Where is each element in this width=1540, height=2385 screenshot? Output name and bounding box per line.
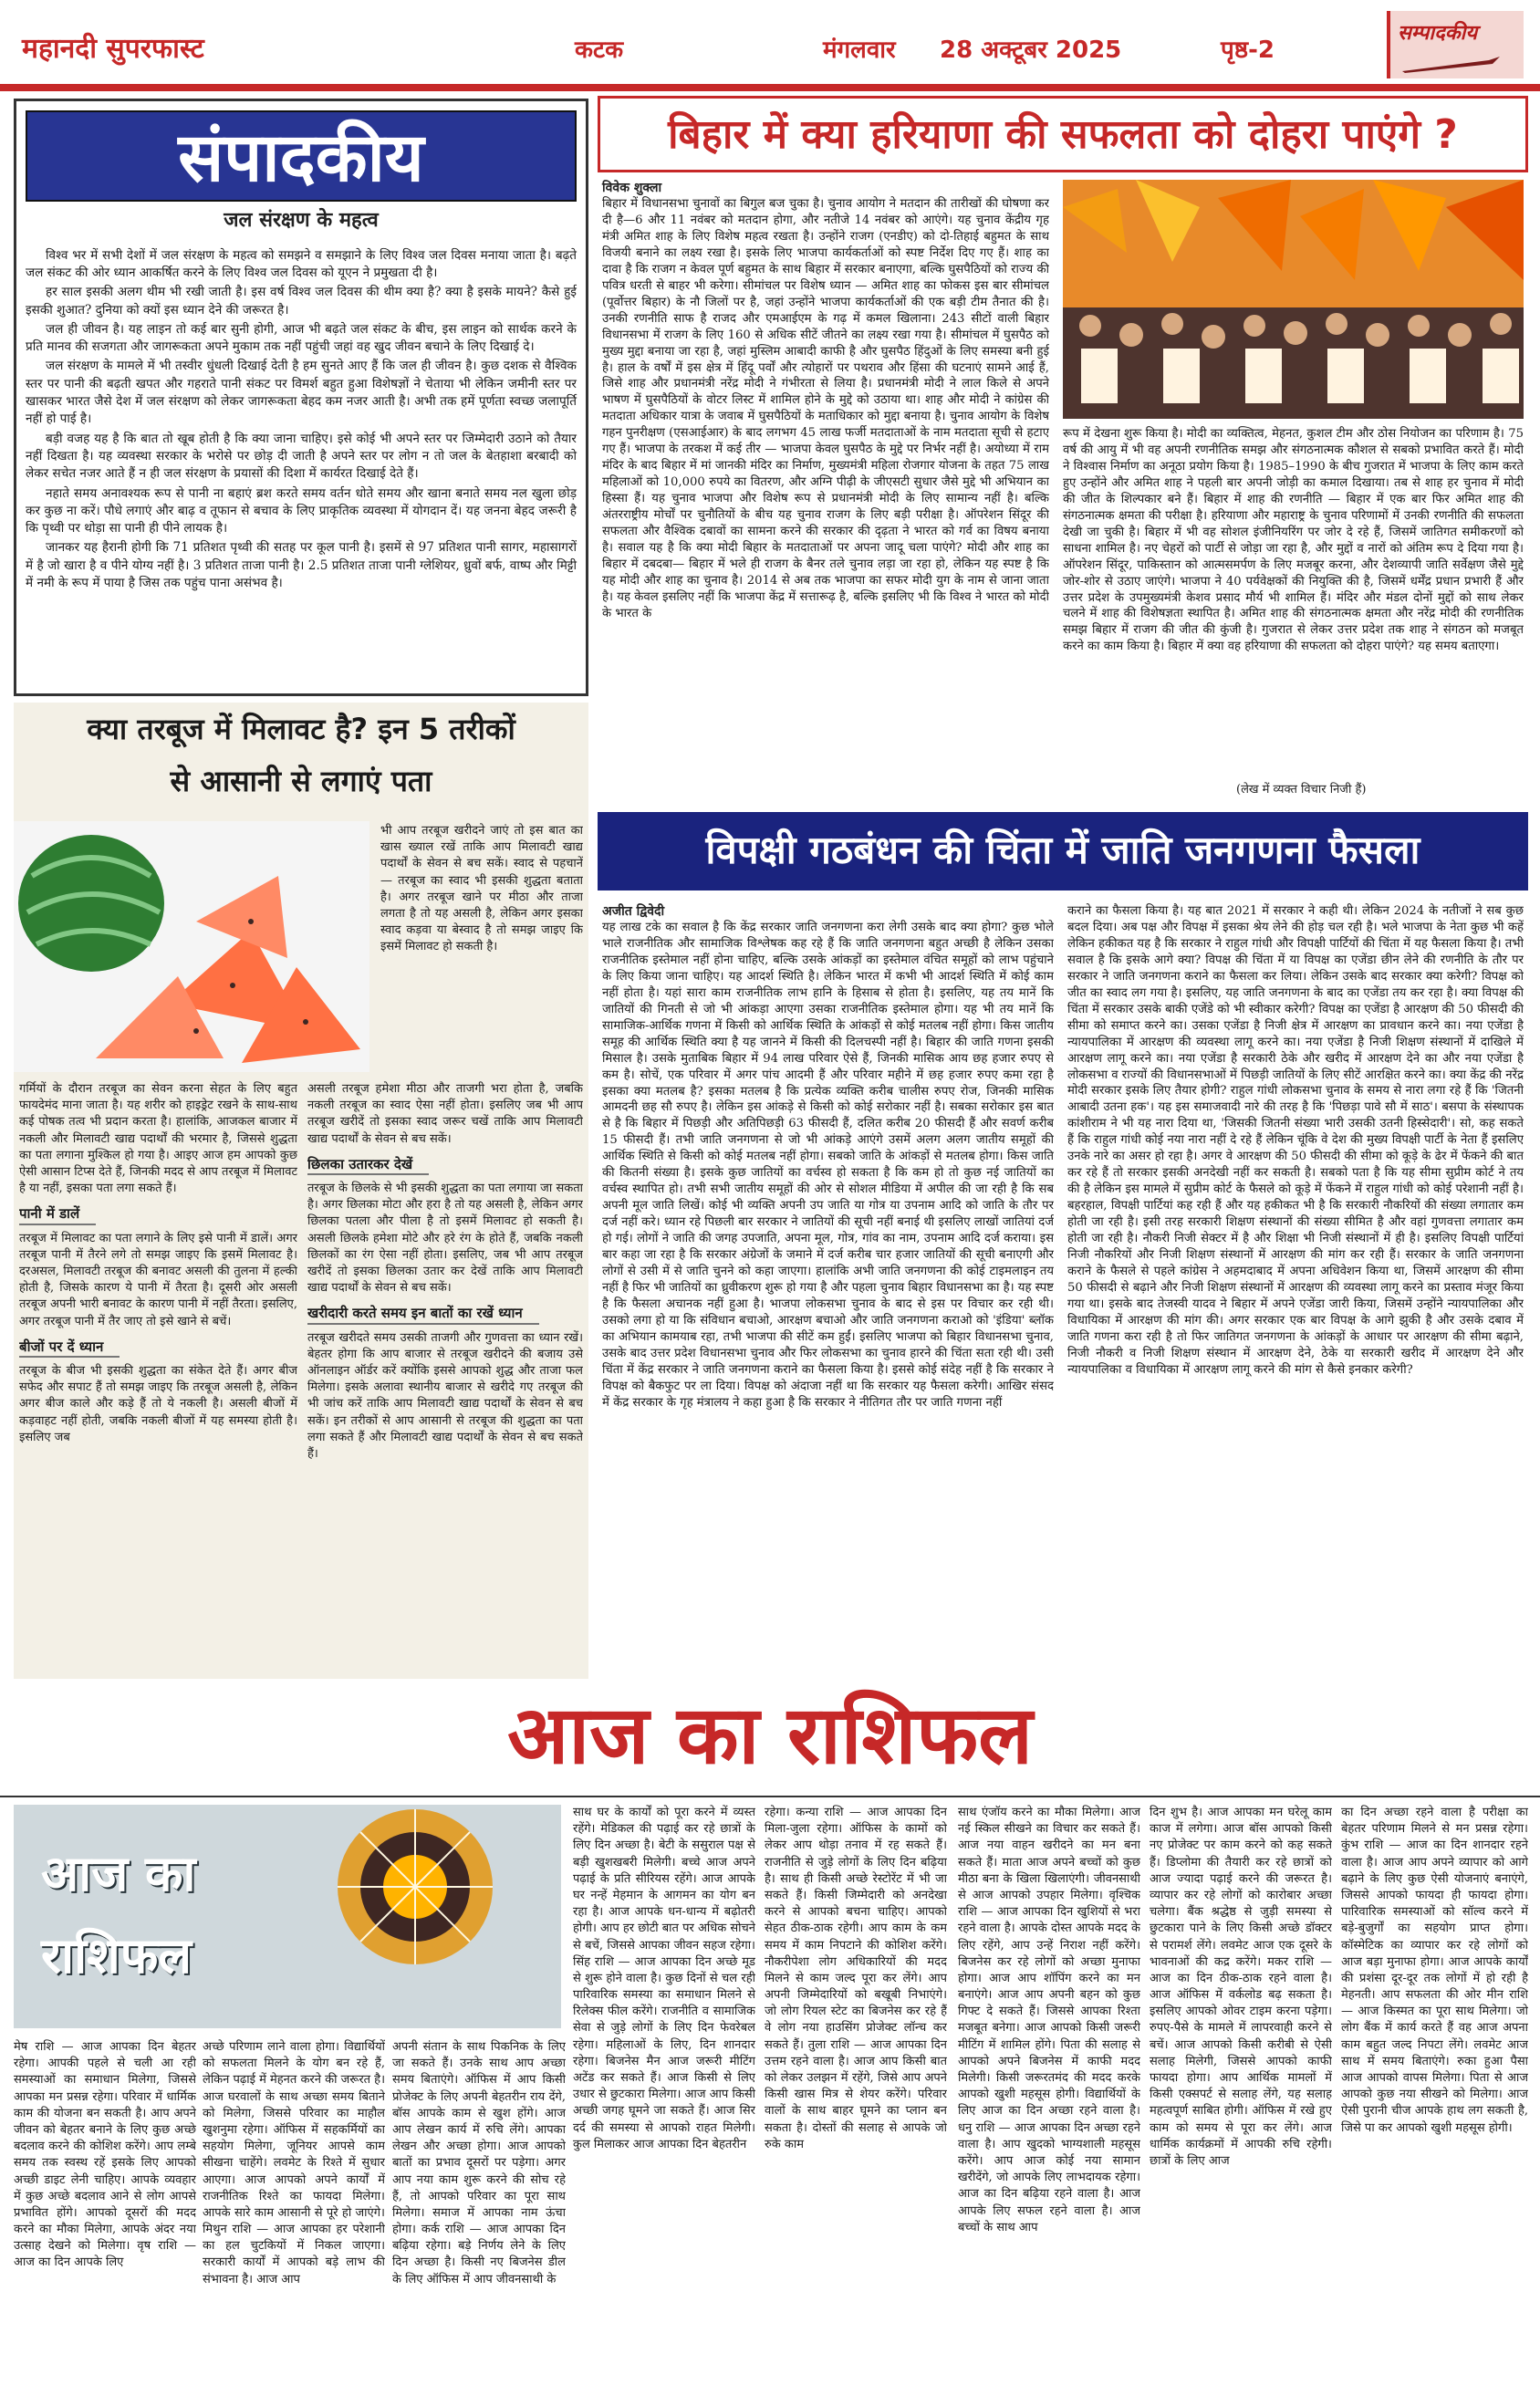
header-date: 28 अक्टूबर 2025 [940,36,1122,64]
rally-crowd-photo [1063,180,1524,419]
rashifal-column-5: रहेगा। कन्या राशि — आज आपका दिन मिला-जुला रहेगा। ऑफिस के कामों को लेकर आप थोड़ा तनाव में रह सकते हैं। राजनीति से जुड़े लोगों के लिए दिन बढ़िया है। साथ ही किसी अच्छे रेस्टोरेंट में भी जा सकते हैं। किसी जिम्मेदारी को अनदेखा करने से आपको बचना चाहिए। आपको सेहत ठीक-ठाक रहेगी। आप काम के कम समय में काम निपटाने की कोशिश करेंगे। नौकरीपेशा लोग अधिकारियों की मदद मिलने से काम जल्द पूरा कर लेंगे। आप अपनी जिम्मेदारियों को बखूबी निभाएंगे। जो लोग रियल स्टेट का बिजनेस कर रहे हैं वे लोग नया हाउसिंग प्रोजेक्ट लॉन्च कर सकते हैं। तुला राशि — आज आपका दिन उत्तम रहने वाला है। आज आप किसी बात को लेकर उलझन में रहेंगे, जिसे आप अपने किसी खास मित्र से शेयर करेंगे। परिवार वालों के साथ बाहर घूमने का प्लान बन सकता है। दोस्तों की सलाह से आपके जो रुके काम [765,1806,947,2151]
header-paper-name: महानदी सुपरफास्ट [22,33,204,65]
bihar-byline: विवेक शुक्ला [602,181,662,195]
editorial-paragraph: जानकर यह हैरानी होगी कि 71 प्रतिशत पृथ्वी की सतह पर कूल पानी है। इसमें से 97 प्रतिशत पानी सागर, महासागरों में है जो खारा है व पीने योग्य नहीं है। 3 प्रतिशत ताजा पानी है। 2.5 प्रतिशत ताजा पानी ग्लेशियर, ध्रुवों बर्फ, वाष्प और मिट्टी में नमी के रूप में पाया है जिस तक पहुंच पाना असंभव है। [26,540,577,591]
watermelon-mid-text: असली तरबूज हमेशा मीठा और ताजगी भरा होता है, जबकि नकली तरबूज का स्वाद ऐसा नहीं होता। इसलिए जब भी आप तरबूज खरीदें तो इसका स्वाद जरूर चखें ताकि आप मिलावटी खाद्य पदार्थों के सेवन से बच सकें। [307,1082,583,1146]
watermelon-photo [14,821,369,1072]
caste-article [598,812,1528,1679]
watermelon-buy-text: तरबूज खरीदते समय उसकी ताजगी और गुणवत्ता का ध्यान रखें। बेहतर होगा कि आप बाजार से तरबूज खरीदने की बजाय उसे ऑनलाइन ऑर्डर करें क्योंकि इससे आपको शुद्ध और ताजा फल मिलेगा। इसके अलावा स्थानीय बाजार से खरीदे गए तरबूज की भी जांच करें ताकि आप मिलावटी खाद्य पदार्थों के सेवन से बच सकें। इन तरीकों से आप आसानी से तरबूज की शुद्धता का पता लगा सकते हैं और मिलावटी खाद्य पदार्थों के सेवन से बच सकते हैं। [307,1330,583,1461]
rashifal-banner-line2: राशिफल [41,1927,192,1984]
caste-column-2: कराने का फैसला किया है। यह बात 2021 में सरकार ने कही थी। लेकिन 2024 के नतीजों ने सब कुछ बदल दिया। अब पक्ष और विपक्ष में इसका श्रेय लेने की होड़ चल रही है। भले भाजपा के नेता कुछ भी कहें लेकिन हकीकत यह है कि सरकार ने राहुल गांधी और विपक्षी पार्टियों की चिंता में यह फैसला किया है। तभी सवाल है कि इसके आगे क्या? विपक्ष की चिंता में या विपक्ष का एजेंडा छीन लेने की रणनीति के तौर पर सरकार ने जाति जनगणना कराने का फैसला कर लिया। लेकिन उसके बाद सरकार क्या करेगी? विपक्ष को जीत का स्वाद लग गया है। इसलिए, यह जाति जनगणना के बाद का एजेंडा तय कर रहा है। क्या विपक्ष की चिंता में सरकार उसके बाकी एजेंडे को भी स्वीकार करेगी? विपक्ष का एजेंडा है आरक्षण की 50 फीसदी की सीमा को समाप्त करने का। उसका एजेंडा है निजी क्षेत्र में आरक्षण का प्रावधान करने का। नया एजेंडा है न्यायपालिका में आरक्षण की व्यवस्था लागू करने का। नया एजेंडा है निजी शिक्षण संस्थानों में दाखिले में आरक्षण लागू करने का। नया एजेंडा है सरकारी ठेके और खरीद में आरक्षण देने का और नया एजेंडा है लोकसभा व राज्यों की विधानसभाओं में पिछड़ी जातियों के लिए सीटें आरक्षित करने का। क्या केंद्र की नरेंद्र मोदी सरकार इसके लिए तैयार होगी? राहुल गांधी लोकसभा चुनाव के समय से नारा लगा रहे हैं कि 'जितनी आबादी उतना हक'। यह इस समाजवादी नारे की तरह है कि 'पिछड़ा पावे सौ में साठ'। बसपा के संस्थापक कांशीराम ने भी यह नारा दिया था, 'जिसकी जितनी संख्या भारी उसकी उतनी हिस्सेदारी'। सो, कह सकते हैं कि राहुल गांधी कोई नया नारा नहीं दे रहे हैं लेकिन चूंकि वे देश की मुख्य विपक्षी पार्टी के नेता हैं इसलिए उनके नारे का असर हो रहा है। अगर वे आरक्षण की 50 फीसदी की सीमा को कूड़े के ढेर में फेंकने की बात कर रहे हैं तो सरकार इसकी अनदेखी नहीं कर सकती है। सबको पता है कि यह सीमा सुप्रीम कोर्ट ने तय की है लेकिन इस मामले में सुप्रीम कोर्ट के फैसले को कूड़े में फेंकने में राहुल गांधी को कोई परेशानी नहीं है। बहरहाल, विपक्षी पार्टियां कह रही हैं और यह हकीकत भी है कि सरकारी नौकरियों की संख्या लगातार कम होती जा रही है। इसी तरह सरकारी शिक्षण संस्थानों की संख्या सीमित है और वहां गुणवत्ता लगातार कम होती जा रही है। नौकरी निजी सेक्टर में है और शिक्षा भी निजी संस्थानों में ही है। इसलिए विपक्षी पार्टियां निजी नौकरियों और निजी शिक्षण संस्थानों में आरक्षण की मांग कर रही हैं। सरकार के जाति जनगणना कराने के फैसले से पहले कांग्रेस ने अहमदाबाद में अपना अधिवेशन किया था, जिसमें आरक्षण की सीमा 50 फीसदी से बढ़ाने और निजी शिक्षण संस्थानों में आरक्षण की व्यवस्था लागू करने का प्रस्ताव मंजूर किया गया था। इसके बाद तेजस्वी यादव ने बिहार में अपने एजेंडा जारी किया, जिसमें उन्होंने न्यायपालिका और विधायिका में आरक्षण की मांग की। अगर सरकार एक बार विपक्ष के आगे झुकी है और उसके दबाव में जाति गणना करा रही है तो फिर जातिगत जनगणना के आंकड़ों के आधार पर आरक्षण की सीमा बढ़ाने, निजी नौकरी व निजी शिक्षण संस्थान में आरक्षण देने, ठेके या सरकारी खरीद में आरक्षण देने और न्यायपालिका व विधायिका में आरक्षण लागू करने की मांग से कैसे इनकार करेगी? [1067,904,1524,1377]
bihar-headline: बिहार में क्या हरियाणा की सफलता को दोहरा पाएंगे ? [598,96,1528,172]
editorial-paragraph: हर साल इसकी अलग थीम भी रखी जाती है। इस वर्ष विश्व जल दिवस की थीम क्या है? क्या है इसके मायने? कैसे हुई इसकी शुआत? दुनिया को क्यों इस ध्यान देने की जरूरत है। [26,285,577,318]
watermelon-sub-peel: छिलका उतारकर देखें [307,1155,429,1175]
watermelon-left-column [19,1081,297,1674]
editorial-paragraph: नहाते समय अनावश्यक रूप से पानी ना बहाएं ब्रश करते समय वर्तन धोते समय और खाना बनाते समय नल खुला छोड़ कर कुछ ना करें। पौधे लगाएं और बाढ़ व तूफान से बचाव के लिए प्राकृतिक व्यवस्था में योगदान दें। यह जनना बेहद जरूरी है कि पृथ्वी पर थोड़ा सा पानी ही पीने लायक है। [26,485,577,536]
bihar-article [598,96,1528,807]
watermelon-image [14,821,369,1072]
rashifal-divider [0,1796,1540,1797]
zodiac-wheel-icon [14,1805,561,2028]
rashifal-column-6: साथ एंजॉय करने का मौका मिलेगा। आज नई स्किल सीखने का विचार कर सकते हैं। आज नया वाहन खरीदने का मन बना सकते हैं। माता आज अपने बच्चों को कुछ मीठा बना के खिला खिलाएंगी। जीवनसाथी से आज आपको उपहार मिलेगा। वृश्चिक राशि — आज आपका दिन खुशियों से भरा रहने वाला है। आपके दोस्त आपके मदद के लिए रहेंगे, आप उन्हें निराश नहीं करेंगे। बिजनेस कर रहे लोगों को अच्छा मुनाफा होगा। आज आप शॉपिंग करने का मन बनाएंगे। आज आप अपनी बहन को कुछ गिफ्ट दे सकते हैं। जिससे आपका रिश्ता मजबूत बनेगा। आज आपको किसी जरूरी मीटिंग में शामिल होंगे। पिता की सलाह से आपको अपने बिजनेस में काफी मदद मिलेगी। किसी जरूरतमंद की मदद करके आपको खुशी महसूस होगी। विद्यार्थियों के लिए आज का दिन अच्छा रहने वाला है। धनु राशि — आज आपका दिन अच्छा रहने वाला है। आप खुदको भाग्यशाली महसूस करेंगे। आप आज कोई नया सामान खरीदेंगे, जो आपके लिए लाभदायक रहेगा। आज का दिन बढ़िया रहने वाला है। आज आपके लिए सफल रहने वाला है। आज बच्चों के साथ आप [958,1806,1140,2234]
rashifal-banner-image [14,1805,561,2028]
editorial-paragraph: जल संरक्षण के मामले में भी तस्वीर धुंधली दिखाई देती है हम सुनते आए हैं कि जल ही जीवन है। कुछ दशक से वैश्विक स्तर पर पानी की बढ़ती खपत और गहराते पानी संकट पर विमर्श बहुत हुआ विशेषज्ञों ने चेताया भी लेकिन जमीनी स्तर पर खासकर भारत जैसे देश में जल संरक्षण को लेकर जागरूकता बेहद कम नजर आती है। अभी तक हमें पूर्णता स्वच्छ जलापूर्ति नहीं हो पाई है। [26,359,577,427]
editorial-section [14,99,588,696]
caste-headline: विपक्षी गठबंधन की चिंता में जाति जनगणना फैसला [598,812,1528,890]
rashifal-column-7: दिन शुभ है। आज आपका मन घरेलू काम काज में लगेगा। आज बॉस आपको किसी नए प्रोजेक्ट पर काम करने को कह सकते हैं। डिप्लोमा की तैयारी कर रहे छात्रों को आज ज्यादा पढ़ाई करने की जरूरत है। व्यापार कर रहे लोगों को कारोबार अच्छा चलेगा। बैंक श्रद्धेष्ठ से जुड़ी समस्या से छुटकारा पाने के लिए किसी अच्छे डॉक्टर से परामर्श लेंगे। लवमेट आज एक दूसरे के भावनाओं की कद्र करेंगे। मकर राशि — आज का दिन ठीक-ठाक रहने वाला है। आज ऑफिस में वर्कलोड बढ़ सकता है। इसलिए आपको ओवर टाइम करना पड़ेगा। रुपए-पैसे के मामले में लापरवाही करने से बचें। आज आपको किसी करीबी से ऐसी सलाह मिलेगी, जिससे आपको काफी फायदा होगा। आप आर्थिक मामलों में किसी एक्सपर्ट से सलाह लेंगे, यह सलाह महत्वपूर्ण साबित होगी। ऑफिस में रखे हुए काम को समय से पूरा कर लेंगे। आज धार्मिक कार्यक्रमों में आपकी रुचि रहेगी। छात्रों के लिए आज [1150,1806,1332,2168]
rashifal-column-8: का दिन अच्छा रहने वाला है परीक्षा का बेहतर परिणाम मिलने से मन प्रसन्न रहेगा। कुंभ राशि — आज का दिन शानदार रहने वाला है। आज आप अपने व्यापार को आगे बढ़ाने के लिए कुछ ऐसी योजनाएं बनाएंगे, जिससे आपको फायदा ही फायदा होगा। पारिवारिक समस्याओं को सॉल्व करने में बड़े-बुजुर्गों का सहयोग प्राप्त होगा। कॉस्मेटिक का व्यापार कर रहे लोगों को आज बड़ा मुनाफा होगा। आज आपके कार्यों की प्रशंसा दूर-दूर तक लोगों में हो रही है मेहनती। आप सफलता की ओर मीन राशि — आज किस्मत का पूरा साथ मिलेगा। जो लोग बैंक में कार्य करते हैं वह आज अपना काम बहुत जल्द निपटा लेंगे। लवमेट आज साथ में समय बिताएंगे। रुका हुआ पैसा आज आपको वापस मिलेगा। पिता से आज आपको कुछ नया सीखने को मिलेगा। आज ऐसी पुरानी चीज आपके हाथ लग सकती है, जिसे पा कर आपको खुशी महसूस होगी। [1341,1806,1528,2135]
watermelon-article [14,703,588,1679]
editorial-paragraph: जल ही जीवन है। यह लाइन तो कई बार सुनी होगी, आज भी बढ़ते जल संकट के बीच, इस लाइन को सार्थक करने के प्रति मानव की सजगता और जागरूकता अपने मुकाम तक नहीं पहुंची जहां वह खुद जीवन बचाने के लिए दिखाई दे। [26,321,577,355]
page-header [0,0,1540,99]
header-divider [0,84,1540,91]
watermelon-peel-text: तरबूज के छिलके से भी इसकी शुद्धता का पता लगाया जा सकता है। अगर छिलका मोटा और हरा है तो यह असली है, लेकिन अगर छिलका पतला और पीला है तो इसमें मिलावट हो सकती है। असली छिलके हमेशा मोटे और हरे रंग के होते हैं, जबकि नकली छिलकों का रंग ऐसा नहीं होता। इसलिए, जब भी आप तरबूज खरीदें तो इसका छिलका उतार कर देखें ताकि आप मिलावटी खाद्य पदार्थों के सेवन से बच सकें। [307,1182,583,1296]
watermelon-sub-seeds: बीजों पर दें ध्यान [19,1338,120,1358]
bihar-note: (लेख में व्यक्त विचार निजी हैं) [1236,783,1367,797]
rashifal-column-3: अपनी संतान के साथ पिकनिक के लिए जा सकते हैं। उनके साथ आप अच्छा समय बिताएंगे। ऑफिस में आप किसी प्रोजेक्ट के लिए अपनी बेहतरीन राय देंगे, बॉस आपके काम से खुश होंगे। आज आप लेखन कार्य में रुचि लेंगे। आपका लेखन और अच्छा होगा। आज आपको बातों का प्रभाव दूसरों पर पड़ेगा। अगर आप नया काम शुरू करने की सोच रहे हैं, तो आपको परिवार का पूरा साथ मिलेगा। समाज में आपका नाम ऊंचा होगा। कर्क राशि — आज आपका दिन बढ़िया रहेगा। बड़े निर्णय लेने के लिए दिन अच्छा है। किसी नए बिजनेस डील के लिए ऑफिस में आप जीवनसाथी के [392,2040,566,2286]
watermelon-left-text: गर्मियों के दौरान तरबूज का सेवन करना सेहत के लिए बहुत फायदेमंद माना जाता है। यह शरीर को हाइड्रेट रखने के साथ-साथ कई पोषक तत्व भी प्रदान करता है। हालांकि, आजकल बाजार में नकली और मिलावटी खाद्य पदार्थों की भरमार है, जिससे शुद्धता का पता लगाना मुश्किल हो गया है। आइए आज हम आपको कुछ ऐसी आसान टिप्स देते हैं, जिनकी मदद से आप तरबूज में मिलावट है या नहीं, इसका पता लगा सकते हैं। [19,1082,297,1196]
watermelon-sub-buy: खरीदारी करते समय इन बातों का रखें ध्यान [307,1304,539,1324]
header-city: कटक [575,36,624,64]
bihar-column-1: बिहार में विधानसभा चुनावों का बिगुल बज चुका है। चुनाव आयोग ने मतदान की तारीखों की घोषणा कर दी है—6 और 11 नवंबर को मतदान होगा, और नतीजे 14 नवंबर को आएंगे। यह चुनाव केंद्रीय गृह मंत्री अमित शाह के लिए विशेष महत्व रखता है। उन्होंने राजग (एनडीए) को दो-तिहाई बहुमत के साथ विजयी बनाने का लक्ष्य रखा है। इसके लिए भाजपा कार्यकर्ताओं को स्पष्ट निर्देश दिए गए हैं। शाह का दावा है कि राजग न केवल पूर्ण बहुमत के साथ बिहार में सरकार बनाएगा, बल्कि घुसपैठियों को राज्य की पवित्र धरती से बाहर भी करेगा। सीमांचल पर विशेष ध्यान — अमित शाह का फोकस इस बार सीमांचल (पूर्वोत्तर बिहार) के नौ जिलों पर है, जहां उन्होंने भाजपा कार्यकर्ताओं की एक बड़ी टीम तैनात की है। उनकी रणनीति साफ है राजद और एमआईएम के गढ़ में कमल खिलाना। 243 सीटों वाली बिहार विधानसभा में राजग के लिए 160 से अधिक सीटें जीतने का लक्ष्य रखा गया है। सीमांचल में घुसपैठ को मुख्य मुद्दा बनाया जा रहा है, जहां मुस्लिम आबादी काफी है और घुसपैठ हिंदुओं के लिए समस्या बनी हुई है। हाल के वर्षों में इस क्षेत्र में हिंदू पर्वों और त्योहारों पर पथराव और हिंसा की घटनाएं सामने आई हैं, जिसे शाह और प्रधानमंत्री नरेंद्र मोदी ने गंभीरता से लिया है। प्रधानमंत्री मोदी ने लाल किले से अपने भाषण में घुसपैठियों के वोटर लिस्ट में शामिल होने के मुद्दे को उठाया था। शाह और मोदी ने कांग्रेस की मतदाता अधिकार यात्रा के जवाब में घुसपैठियों के मताधिकार को मुद्दा बनाया है। चुनाव आयोग के विशेष गहन पुनरीक्षण (एसआईआर) के बाद लगभग 45 लाख फर्जी मतदाताओं के नाम मतदाता सूची से हटाए गए हैं। भाजपा के तरकश में कई तीर — भाजपा केवल घुसपैठ के मुद्दे पर निर्भर नहीं है। अयोध्या में राम मंदिर के बाद बिहार में मां जानकी मंदिर का निर्माण, मुख्यमंत्री महिला रोजगार योजना के तहत 75 लाख महिलाओं को 10,000 रुपये का वितरण, और अग्नि पीढ़ी के जीएसटी सुधार जैसे मुद्दे भी अभियान का हिस्सा हैं। यह चुनाव भाजपा और विशेष रूप से प्रधानमंत्री मोदी के लिए सामान्य नहीं है। बल्कि अंतरराष्ट्रीय मोर्चों पर चुनौतियों के बीच यह चुनाव राजग के लिए बड़ी परीक्षा है। ऑपरेशन सिंदूर की सफलता और वैश्विक दबावों का सामना करने की सरकार की दृढ़ता ने भारत को गर्व का विषय बनाया है। सवाल यह है कि क्या मोदी बिहार के मतदाताओं पर अपना जादू चला पाएंगे? मोदी और शाह का बिहार में दबदबा— बिहार में भले ही राजग के बैनर तले चुनाव लड़ा जा रहा हो, लेकिन यह स्पष्ट है कि यह मोदी और शाह का चुनाव है। 2014 से अब तक भाजपा का सफर मोदी युग के नाम से जाना जाता है। यह केवल इसलिए नहीं कि भाजपा केंद्र में सत्तारूढ़ है, बल्कि इसलिए भी कि विश्व ने भारत को मोदी के भारत के [602,197,1049,620]
pen-icon [1398,53,1507,77]
rashifal-column-1: मेष राशि — आज आपका दिन बेहतर रहेगा। आपकी पहले से चली आ रही समस्याओं का समाधान मिलेगा, जिससे आपका मन प्रसन्न रहेगा। परिवार में धार्मिक काम की योजना बन सकती है। आप अपने जीवन को बेहतर बनाने के लिए कुछ अच्छे बदलाव करने की कोशिश करेंगे। आप लम्बे समय तक स्वस्थ रहें इसके लिए आपको अच्छी डाइट लेनी चाहिए। आपके व्यवहार में कुछ अच्छे बदलाव आने से लोग आपसे प्रभावित होंगे। आपको दूसरों की मदद करने का मौका मिलेगा, आपके अंदर नया उत्साह देखने को मिलेगा। वृष राशि — आज का दिन आपके लिए [14,2040,196,2270]
editorial-paragraph: बड़ी वजह यह है कि बात तो खूब होती है कि क्या जाना चाहिए। इसे कोई भी अपने स्तर पर जिम्मेदारी उठाने को तैयार नहीं दिखता है। यह व्यवस्था सरकार के भरोसे पर छोड़ दी जाती है अपने स्तर पर लोग न तो जल के बेतहाशा बरबादी को लेकर सचेत नजर आते हैं न ही जल संरक्षण के प्रयासों की दिशा में कार्यरत दिखाई देते हैं। [26,431,577,482]
editorial-subtitle: जल संरक्षण के महत्व [224,209,379,232]
watermelon-right-column [307,1081,583,1674]
rashifal-column-4: साथ घर के कार्यों को पूरा करने में व्यस्त रहेंगे। मेडिकल की पढ़ाई कर रहे छात्रों के लिए दिन अच्छा है। बेटी के ससुराल पक्ष से बड़ी खुशखबरी मिलेगी। बच्चे आज अपने पढ़ाई के प्रति सीरियस रहेंगे। आज आपके घर नन्हें मेहमान के आगमन का योग बन रहा है। आज आपके धन-धान्य में बढ़ोतरी होगी। आप हर छोटी बात पर अधिक सोचने से बचें, जिससे आपका जीवन सहज रहेगा। सिंह राशि — आज आपका दिन अच्छे मूड से शुरू होने वाला है। कुछ दिनों से चल रही पारिवारिक समस्या का समाधान मिलने से रिलेक्स फील करेंगे। राजनीति व सामाजिक सेवा से जुड़े लोगों के लिए दिन फेवरेबल रहेगा। महिलाओं के लिए, दिन शानदार रहेगा। बिजनेस मैन आज जरूरी मीटिंग अटेंड कर सकते हैं। आज किसी से लिए उधार से छुटकारा मिलेगा। आज आप किसी अच्छी जगह घूमने जा सकते हैं। आज सिर दर्द की समस्या से आपको राहत मिलेगी। कुल मिलाकर आज आपका दिन बेहतरीन [573,1806,755,2151]
rashifal-column-2: अच्छे परिणाम लाने वाला होगा। विद्यार्थियों को सफलता मिलने के योग बन रहे हैं, लेकिन पढ़ाई में मेहनत करने की जरूरत है। आज घरवालों के साथ अच्छा समय बिताने को मिलेगा, जिससे परिवार का माहौल खुशनुमा रहेगा। ऑफिस में सहकर्मियों का सहयोग मिलेगा, जूनियर आपसे काम सीखना चाहेंगे। लवमेट के रिश्ते में सुधार आएगा। आज आपको अपने कार्यों में राजनीतिक रिश्ते का फायदा मिलेगा। आपके सारे काम आसानी से पूरे हो जाएंगे। मिथुन राशि — आज आपका हर परेशानी का हल चुटकियों में निकल जाएगा। सरकारी कार्यों में आपको बड़े लाभ की संभावना है। आज आप [203,2040,385,2286]
rashifal-title: आज का राशिफल [507,1688,1033,1782]
rally-flags-image [1063,180,1524,419]
watermelon-seeds-text: तरबूज के बीज भी इसकी शुद्धता का संकेत देते हैं। अगर बीज सफेद और सपाट हैं तो समझ जाइए कि तरबूज असली है, लेकिन अगर बीज काले और कड़े हैं तो ये नकली है। असली बीजों में कड़वाहट नहीं होती, जबकि नकली बीजों में यह समस्या होती है। इसलिए जब [19,1363,297,1444]
watermelon-sub-water: पानी में डालें [19,1204,96,1224]
watermelon-intro: भी आप तरबूज खरीदने जाएं तो इस बात का खास ख्याल रखें ताकि आप मिलावटी खाद्य पदार्थों के सेवन से बच सकें। स्वाद से पहचानें — तरबूज का स्वाद भी इसकी शुद्धता बताता है। अगर तरबूज खाने पर मीठा और ताजा लगता है तो यह असली है, लेकिन अगर इसका स्वाद कड़वा या बेस्वाद है तो समझ जाइए कि इसमें मिलावट हो सकती है। [380,824,583,954]
watermelon-headline-line1: क्या तरबूज में मिलावट है? इन 5 तरीकों [87,712,515,746]
watermelon-headline-line2: से आसानी से लगाएं पता [170,764,432,799]
caste-column-1: यह लाख टके का सवाल है कि केंद्र सरकार जाति जनगणना करा लेगी उसके बाद क्या होगा? कुछ भोले भाले राजनीतिक और सामाजिक विश्लेषक कह रहे हैं कि जाति जनगणना बहुत अच्छी है लेकिन उसका राजनीतिक इस्तेमाल नहीं होना चाहिए, बल्कि उसके आंकड़ों का इस्तेमाल वंचित समूहों को लाभ पहुंचाने के लिए किया जाना चाहिए। यह आदर्श स्थिति है। लेकिन भारत में कभी भी आदर्श स्थिति में कोई काम नहीं होता है। यहां सारा काम राजनीतिक लाभ हानि के हिसाब से होता है। इसलिए, यह तय मानें कि जातियों की गिनती से जो भी आंकड़ा आएगा उसका राजनीतिक इस्तेमाल होगा। यह भी तय मानें कि सामाजिक-आर्थिक गणना में किसी को आर्थिक स्थिति के आंकड़ों से कोई मतलब नहीं होगा। किस जातीय समूह की आर्थिक स्थिति क्या है यह जानने में किसी की दिलचस्पी नहीं है। बिहार की जाति गणना इसकी मिसाल है। उसके मुताबिक बिहार में 94 लाख परिवार ऐसे हैं, जिनकी मासिक आय छह हजार रुपए से कम है। सोचें, एक परिवार में अगर पांच आदमी हैं और परिवार महीने में छह हजार रुपए कमा रहा है इसका क्या मतलब है? इसका मतलब है कि प्रत्येक व्यक्ति करीब चालीस रुपए रोज, जिनकी मासिक आमदनी छह सौ रुपए है। लेकिन इस आंकड़े से किसी को कोई सरोकार नहीं है। सबका सरोकार इस बात से है कि बिहार में पिछड़ी और अतिपिछड़ी 63 फीसदी हैं, दलित करीब 20 फीसदी हैं और सवर्ण करीब 15 फीसदी हैं। तभी जाति जनगणना से जो भी आंकड़े आएंगे उसमें अलग अलग जातीय समूहों की आर्थिक स्थिति से किसी को कोई मतलब नहीं होगा। सबको जाति के आंकड़ों से मतलब होगा। किस जाति की कितनी संख्या है। इसके कुछ जातियों का वर्चस्व हो सकता है कि कम हो तो कुछ नई जातियों का वर्चस्व स्थापित हो। तभी सभी जातीय समूहों की ओर से सोशल मीडिया में अपील की जा रही है कि सब अपनी मूल जाति लिखें। कोई भी व्यक्ति अपनी उप जाति या गोत्र या उपनाम आदि को जाति के तौर पर दर्ज नहीं करे। ध्यान रहे पिछली बार सरकार ने जातियों की सूची नहीं बनाई थी इसलिए लाखों जातियां दर्ज हो गई। लोगों ने जाति की जगह उपजाति, अपना मूल, गोत्र, गांव का नाम, उपनाम आदि दर्ज कराया। इस बार कहा जा रहा है कि सरकार अंग्रेजों के जमाने में दर्ज करीब चार हजार जातियों की सूची बनाएगी और लोगों से उसी में से जाति चुनने को कहा जाएगा। हालांकि अभी जाति जनगणना की कोई टाइमलाइन तय नहीं है फिर भी जातियों का ध्रुवीकरण शुरू हो गया है और पहला चुनाव बिहार विधानसभा का है। यह स्पष्ट है कि फैसला अचानक नहीं हुआ है। भाजपा लोकसभा चुनाव के बाद से इस पर विचार कर रही थी। उसको लगा हो या कि संविधान बचाओ, आरक्षण बचाओ और जाति जनगणना कराओ को 'इंडिया' ब्लॉक का अभियान कामयाब रहा, तभी भाजपा की सीटें कम हुईं। इसलिए भाजपा को बिहार विधानसभा चुनाव, उसके बाद उत्तर प्रदेश विधानसभा चुनाव और फिर लोकसभा का चुनाव हारने की चिंता सता रही थी। उसी चिंता में केंद्र सरकार ने जाति जनगणना कराने का फैसला किया है। इससे कोई संदेह नहीं है कि सरकार ने विपक्ष को बैकफुट पर ला दिया। विपक्ष को अंदाजा नहीं था कि सरकार यह फैसला करेगी। आखिर संसद में केंद्र सरकार के गृह मंत्रालय ने कहा हुआ है कि सरकार ने नीतिगत तौर पर जाति गणना नहीं [602,921,1054,1410]
caste-byline: अजीत द्विवेदी [602,904,665,919]
editorial-title: संपादकीय [26,110,577,202]
header-day: मंगलवार [823,36,896,64]
editorial-body [26,247,577,593]
header-page-number: पृष्ठ-2 [1221,36,1275,64]
editorial-badge [1387,11,1524,78]
editorial-paragraph: विश्व भर में सभी देशों में जल संरक्षण के महत्व को समझने व समझाने के लिए विश्व जल दिवस मनाया जाता है। बढ़ते जल संकट की ओर ध्यान आकर्षित करने के लिए विश्व जल दिवस को यूएन ने प्रमुखता दी है। [26,247,577,280]
rashifal-banner-line1: आज का [41,1845,196,1902]
bihar-column-2: रूप में देखना शुरू किया है। मोदी का व्यक्तित्व, मेहनत, कुशल टीम और ठोस नियोजन का परिणाम है। 75 वर्ष की आयु में भी वह अपनी रणनीतिक समझ और संगठनात्मक कौशल से सबको प्रभावित करते हैं। मोदी ने विश्वास निर्माण का अनूठा प्रयोग किया है। 1985–1990 के बीच गुजरात में भाजपा के लिए काम करते हुए उन्होंने और अमित शाह ने पहली बार अपनी जोड़ी का कमाल दिखाया। तब से शाह हर चुनाव में मोदी की जीत के शिल्पकार बने हैं। बिहार में शाह की रणनीति — बिहार में एक बार फिर अमित शाह की संगठनात्मक क्षमता की परीक्षा है। हरियाणा और महाराष्ट्र के चुनाव परिणामों में उनकी रणनीति की सफलता देखी जा चुकी है। बिहार में भी वह सोशल इंजीनियरिंग पर जोर दे रहे हैं, जिसमें जातिगत समीकरणों को साधना शामिल है। नए चेहरों को पार्टी से जोड़ा जा रहा है, और मुद्दों व नारों को अंतिम रूप दे दिया गया है। ऑपरेशन सिंदूर, पाकिस्तान को आत्मसमर्पण के लिए मजबूर करना, और देशव्यापी जाति सर्वेक्षण जैसे मुद्दे जोर-शोर से उठाए जाएंगे। भाजपा ने 40 पर्यवेक्षकों की नियुक्ति की है, जिसमें धर्मेंद्र प्रधान प्रभारी हैं और उत्तर प्रदेश के उपमुख्यमंत्री केशव प्रसाद मौर्य भी शामिल हैं। मंदिर और मंडल दोनों मुद्दों को साथ लेकर चलने में शाह की विशेषज्ञता स्थापित है। अमित शाह की संगठनात्मक क्षमता और नरेंद्र मोदी की रणनीतिक समझ बिहार में राजग की जीत की कुंजी है। गुजरात से लेकर उत्तर प्रदेश तक शाह ने संगठन को मजबूत करने का काम किया है। बिहार में क्या वह हरियाणा की सफलता को दोहरा पाएंगे? यह समय बताएगा। [1063,427,1524,654]
editorial-badge-text: सम्पादकीय [1398,22,1478,45]
watermelon-water-text: तरबूज में मिलावट का पता लगाने के लिए इसे पानी में डालें। अगर तरबूज पानी में तैरने लगे तो समझ जाइए कि इसमें मिलावट है। दरअसल, मिलावटी तरबूज की बनावट असली की तुलना में हल्की होती है, जिसके कारण ये पानी में तैरता है। दूसरी ओर असली तरबूज अपनी भारी बनावट के कारण पानी में नहीं तैरता। इसलिए, अगर तरबूज पानी में तैर जाए तो इसे खाने से बचें। [19,1231,297,1328]
